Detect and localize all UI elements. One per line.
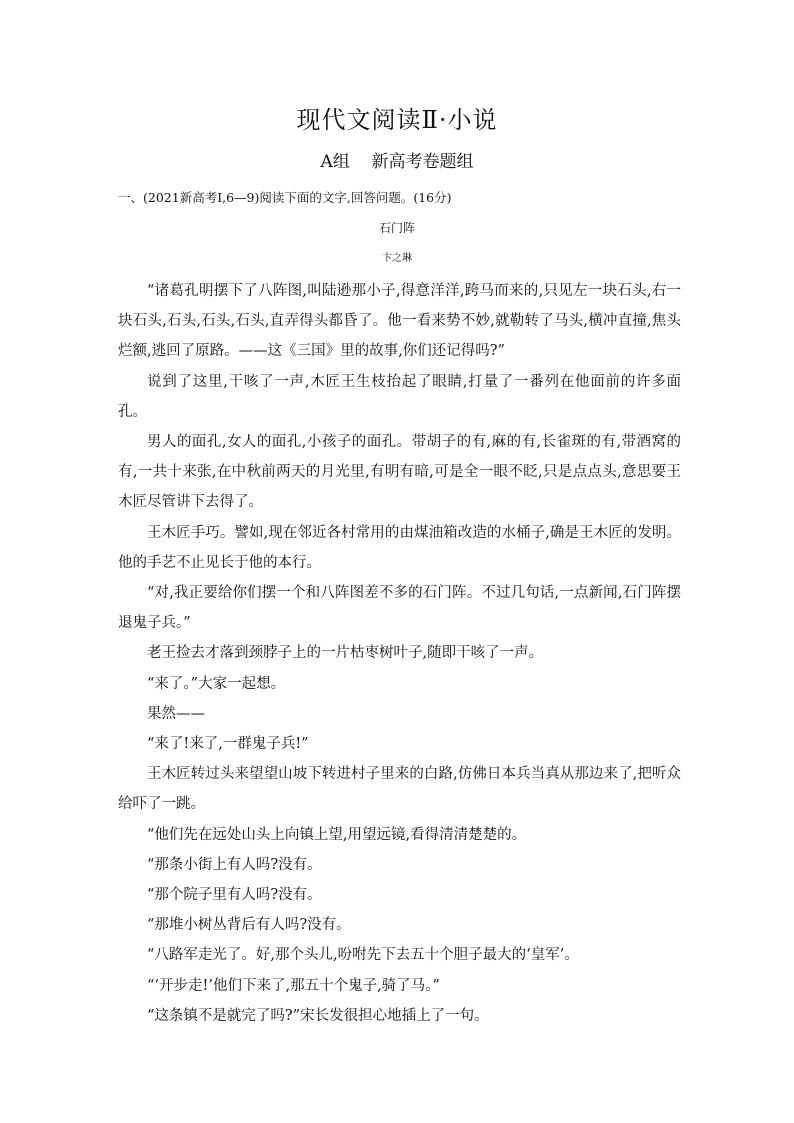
paragraph: “八路军走光了。好,那个头儿,吩咐先下去五十个胆子最大的‘皇军’。 [147, 947, 579, 964]
paragraph: “来了。”大家一起想。 [147, 675, 286, 692]
paragraph: 果然—— [147, 705, 205, 722]
paragraph: 老王捡去才落到颈脖子上的一片枯枣树叶子,随即干咳了一声。 [147, 645, 544, 662]
paragraph: “这条镇不是就完了吗?”宋长发很担心地插上了一句。 [147, 1007, 489, 1024]
paragraph: “来了!来了,一群鬼子兵!” [147, 736, 309, 753]
paragraph: “那条小街上有人吗?没有。 [147, 856, 322, 873]
paragraph: 男人的面孔,女人的面孔,小孩子的面孔。带胡子的有,麻的有,长雀斑的有,带酒窝的有,一共十来张,在中秋前两天的月光里,有明有暗,可是全一眼不眨,只是点点头,意思要王木匠尽管讲下去得了。 [118, 434, 681, 511]
story-author: 卞之琳 [382, 253, 412, 264]
paragraph: 王木匠手巧。譬如,现在邻近各村常用的由煤油箱改造的水桶子,确是王木匠的发明。他的手艺不止见长于他的本行。 [118, 524, 681, 571]
paragraph: “‘开步走!’他们下来了,那五十个鬼子,骑了马。” [147, 977, 440, 994]
page-title: 现代文阅读Ⅱ·小说 [296, 106, 498, 134]
paragraph: 说到了这里,干咳了一声,木匠王生枝抬起了眼睛,打量了一番列在他面前的许多面孔。 [118, 373, 681, 420]
story-body [118, 276, 681, 1031]
paragraph: “诸葛孔明摆下了八阵图,叫陆逊那小子,得意洋洋,跨马而来的,只见左一块石头,右一块石头,石头,石头,石头,直弄得头都昏了。他一看来势不妙,就勒转了马头,横冲直撞,焦头烂额,逃回了原路。——这《三国》里的故事,你们还记得吗?” [118, 283, 681, 360]
paragraph: “那个院子里有人吗?没有。 [147, 887, 322, 904]
question-prompt: 一、(2021新高考Ⅰ,6—9)阅读下面的文字,回答问题。(16分) [118, 190, 452, 205]
section-subtitle: A组 新高考卷题组 [320, 152, 474, 172]
paragraph: “他们先在远处山头上向镇上望,用望远镜,看得清清楚楚的。 [147, 826, 527, 843]
paragraph: 王木匠转过头来望望山坡下转进村子里来的白路,仿佛日本兵当真从那边来了,把听众给吓了一跳。 [118, 766, 681, 813]
story-title: 石门阵 [378, 221, 415, 235]
paragraph: “对,我正要给你们摆一个和八阵图差不多的石门阵。不过几句话,一点新闻,石门阵摆退鬼子兵。” [118, 585, 681, 632]
paragraph: “那堆小树丛背后有人吗?没有。 [147, 917, 351, 934]
